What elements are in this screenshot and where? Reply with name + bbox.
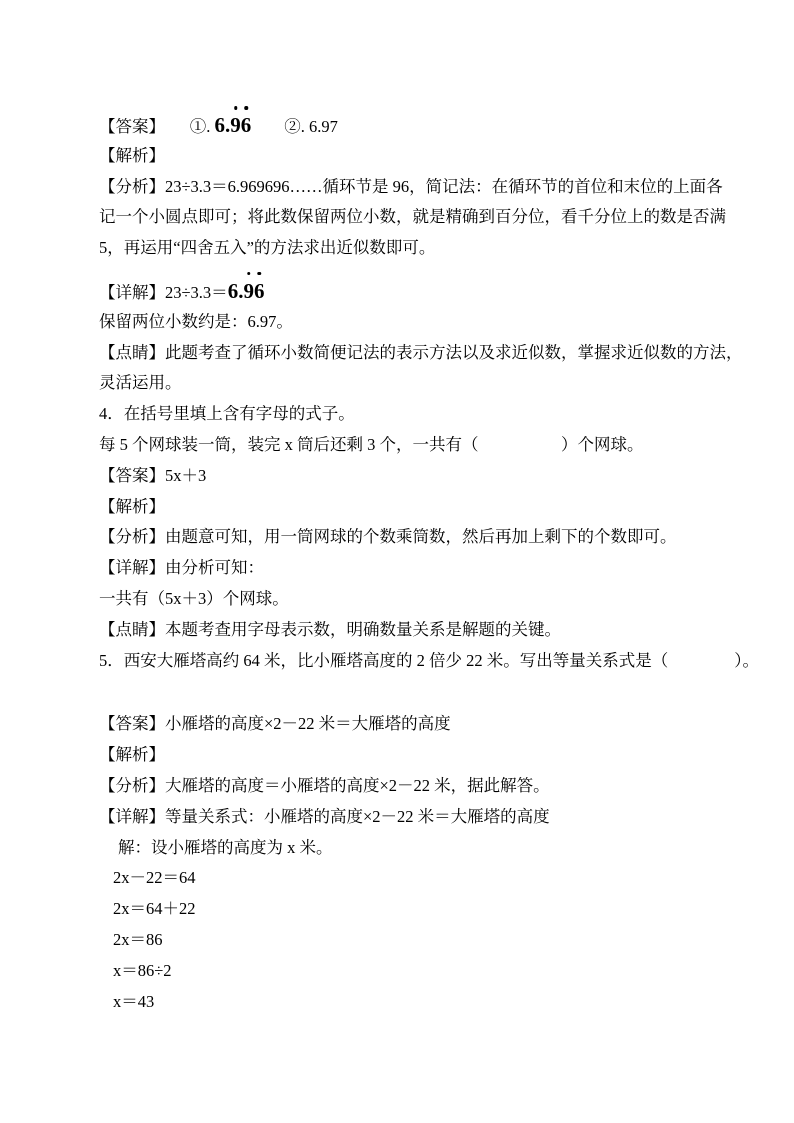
q4-xiangjie-line: 【详解】由分析可知： <box>99 558 264 578</box>
repeating-decimal-dotted-digit: 6 <box>241 110 252 141</box>
repeating-decimal <box>215 113 252 137</box>
blank-line <box>99 676 719 709</box>
q4-fenxi-line: 【分析】由题意可知，用一筒网球的个数乘筒数，然后再加上剩下的个数即可。 <box>99 527 677 547</box>
q5-answer-line: 【答案】小雁塔的高度×2－22 米＝大雁塔的高度 <box>99 714 451 734</box>
q5-fenxi-line: 【分析】大雁塔的高度＝小雁塔的高度×2－22 米，据此解答。 <box>99 775 550 795</box>
repeating-decimal-dotted-digit: 9 <box>230 110 241 141</box>
q3-answer-line <box>99 110 719 141</box>
q3-dianjing-line-2: 灵活运用。 <box>99 373 182 393</box>
document-content <box>99 110 759 1017</box>
q3-answer-suffix: ②. 6.97 <box>251 117 338 136</box>
q5-jiexi-line: 【解析】 <box>99 745 165 765</box>
q4-jiexi-line: 【解析】 <box>99 496 165 516</box>
q4-answer-line: 【答案】5x＋3 <box>99 465 207 485</box>
q5-equation-line-5: x＝43 <box>113 991 155 1011</box>
q5-equation-line-4: x＝86÷2 <box>113 960 172 980</box>
q5-title-line: 5．西安大雁塔高约 64 米，比小雁塔高度的 2 倍少 22 米。写出等量关系式是（ ）。 <box>99 650 759 670</box>
q3-xiangjie-line <box>99 276 719 307</box>
q3-answer-prefix: 【答案】 ①. <box>99 117 215 136</box>
q4-stem-line: 每 5 个网球装一筒，装完 x 筒后还剩 3 个，一共有（ ）个网球。 <box>99 434 644 454</box>
q3-xiangjie-prefix: 【详解】23÷3.3＝ <box>99 282 228 302</box>
q3-fenxi-line-2: 记一个小圆点即可；将此数保留两位小数，就是精确到百分位，看千分位上的数是否满 <box>99 207 726 227</box>
q5-equation-line-1: 2x－22＝64 <box>113 868 196 888</box>
q3-fenxi-line-1: 【分析】23÷3.3＝6.969696……循环节是 96，简记法：在循环节的首位和末位的上面各 <box>99 176 723 196</box>
repeating-decimal-dotted-digit: 6 <box>254 276 265 307</box>
q3-baoliu-line: 保留两位小数约是：6.97。 <box>99 311 293 331</box>
q5-equation-line-2: 2x＝64＋22 <box>113 899 196 919</box>
repeating-decimal-lead: 6. <box>227 278 244 303</box>
repeating-decimal-dotted-digit: 9 <box>243 276 254 307</box>
repeating-decimal <box>228 279 265 303</box>
q5-solve-intro-line: 解：设小雁塔的高度为 x 米。 <box>118 837 333 857</box>
q5-xiangjie-line: 【详解】等量关系式：小雁塔的高度×2－22 米＝大雁塔的高度 <box>99 806 550 826</box>
q3-dianjing-line-1: 【点睛】此题考查了循环小数简便记法的表示方法以及求近似数，掌握求近似数的方法， <box>99 342 743 362</box>
q4-title-line: 4．在括号里填上含有字母的式子。 <box>99 404 355 424</box>
q5-equation-line-3: 2x＝86 <box>113 929 163 949</box>
q4-dianjing-line: 【点睛】本题考查用字母表示数，明确数量关系是解题的关键。 <box>99 619 561 639</box>
q3-fenxi-line-3: 5，再运用“四舍五入”的方法求出近似数即可。 <box>99 238 436 258</box>
q4-conclusion-line: 一共有（5x＋3）个网球。 <box>99 588 289 608</box>
repeating-decimal-lead: 6. <box>214 113 231 137</box>
q3-jiexi-line: 【解析】 <box>99 145 165 165</box>
